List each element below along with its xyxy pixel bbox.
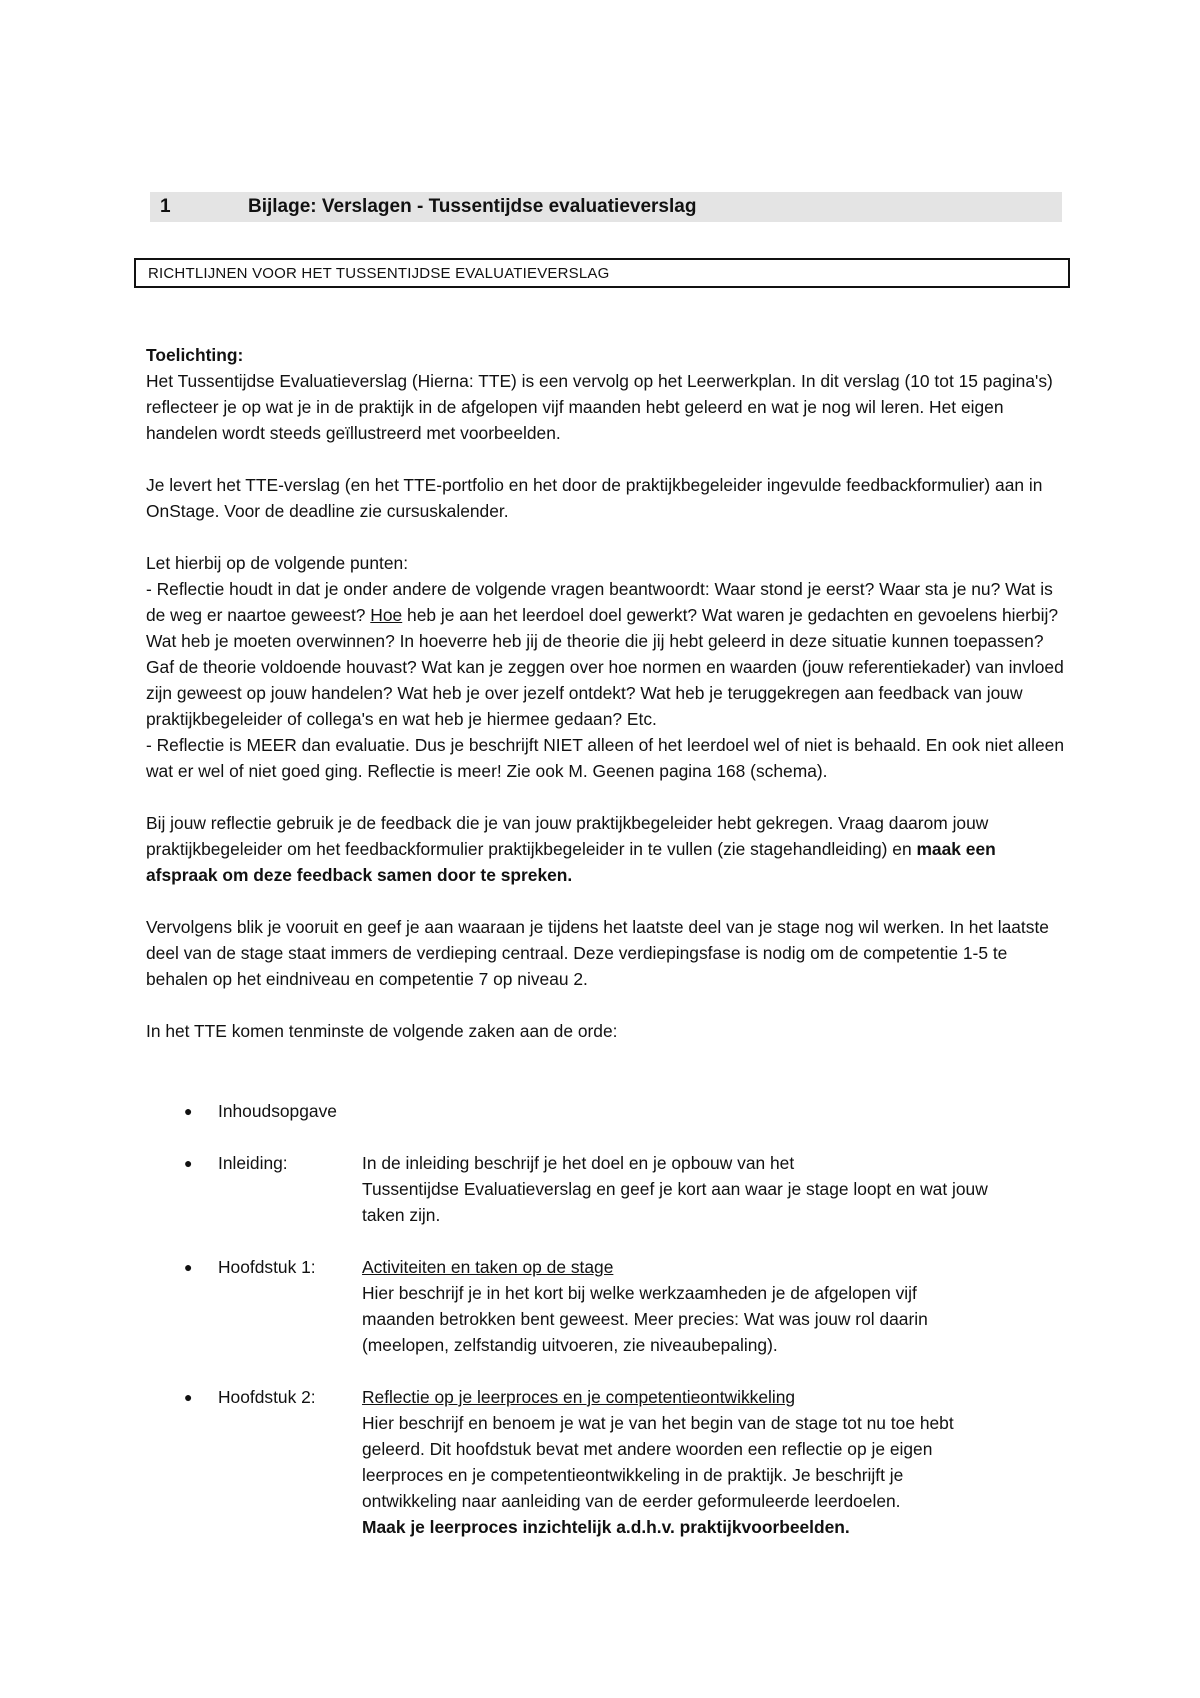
content-line: maanden betrokken bent geweest. Meer precies: Wat was jouw rol daarin — [362, 1309, 928, 1329]
feedback-bold: maak een afspraak om deze feedback samen door te spreken. — [146, 839, 996, 885]
bold-content-line: Maak je leerproces inzichtelijk a.d.h.v. praktijkvoorbeelden. — [362, 1517, 850, 1537]
list-item-label: Inleiding: — [218, 1153, 288, 1173]
body-text — [146, 342, 1066, 1044]
list-item-content — [362, 1150, 1082, 1228]
content-line: taken zijn. — [362, 1205, 441, 1225]
paragraph-point-2: - Reflectie is MEER dan evaluatie. Dus je beschrijft NIET alleen of het leerdoel wel of niet is behaald. En ook niet alleen wat er wel of niet goed ging. Reflectie is meer! Zie ook M. Geenen pagina 168 (schema). — [146, 735, 1065, 781]
content-line: Tussentijdse Evaluatieverslag en geef je kort aan waar je stage loopt en wat jouw — [362, 1179, 988, 1199]
content-line: ontwikkeling naar aanleiding van de eerder geformuleerde leerdoelen. — [362, 1491, 901, 1511]
list-item-label: Hoofdstuk 1: — [218, 1257, 316, 1277]
point1-underline: Hoe — [370, 605, 403, 625]
bullet-icon: ● — [184, 1103, 193, 1119]
heading-title: Bijlage: Verslagen - Tussentijdse evaluatieverslag — [248, 196, 697, 217]
paragraph-submission: Je levert het TTE-verslag (en het TTE-portfolio en het door de praktijkbegeleider ingevulde feedbackformulier) aan in OnStage. Voor de deadline zie cursuskalender. — [146, 475, 1043, 521]
list-item-content — [362, 1254, 1082, 1358]
guidelines-box: RICHTLIJNEN VOOR HET TUSSENTIJDSE EVALUATIEVERSLAG — [134, 258, 1070, 288]
content-line: Hier beschrijf je in het kort bij welke werkzaamheden je de afgelopen vijf — [362, 1283, 917, 1303]
content-line: Hier beschrijf en benoem je wat je van het begin van de stage tot nu toe hebt — [362, 1413, 954, 1433]
point1-text-a: - Reflectie houdt in dat je onder andere de volgende vragen beantwoordt: Waar stond je eerst? Waar sta je nu? Wat is de weg er naartoe geweest? — [146, 579, 1053, 625]
chapter-title: Reflectie op je leerproces en je competentieontwikkeling — [362, 1387, 796, 1407]
point1-text-b: heb je aan het leerdoel doel gewerkt? Wat waren je gedachten en gevoelens hierbij? Wat heb je moeten overwinnen? In hoeverre heb jij de theorie die jij hebt geleerd in deze situatie kunnen toepassen? Gaf de theorie voldoende houvast? Wat kan je zeggen over hoe normen en waarden (jouw referentiekader) van invloed zijn geweest op jouw handelen? Wat heb je over jezelf ontdekt? Wat heb je teruggekregen aan feedback van jouw praktijkbegeleider of collega's en wat heb je hiermee gedaan? Etc. — [146, 605, 1064, 729]
feedback-text: Bij jouw reflectie gebruik je de feedback die je van jouw praktijkbegeleider hebt gekregen. Vraag daarom jouw praktijkbegeleider om het feedbackformulier praktijkbegeleider in te vullen (zie stagehandleiding) en — [146, 813, 989, 859]
list-item-label: Inhoudsopgave — [218, 1101, 337, 1121]
paragraph-list-intro: In het TTE komen tenminste de volgende zaken aan de orde: — [146, 1021, 618, 1041]
chapter-title: Activiteiten en taken op de stage — [362, 1257, 614, 1277]
paragraph-point-1 — [146, 576, 1066, 732]
content-line: In de inleiding beschrijf je het doel en je opbouw van het — [362, 1153, 795, 1173]
bullet-icon: ● — [184, 1389, 193, 1405]
list-item-label: Hoofdstuk 2: — [218, 1387, 316, 1407]
content-line: leerproces en je competentieontwikkeling in de praktijk. Je beschrijft je — [362, 1465, 904, 1485]
content-line: (meelopen, zelfstandig uitvoeren, zie niveaubepaling). — [362, 1335, 778, 1355]
list-item-content — [362, 1384, 1082, 1540]
section-heading — [150, 192, 1062, 222]
paragraph-outlook: Vervolgens blik je vooruit en geef je aan waaraan je tijdens het laatste deel van je stage nog wil werken. In het laatste deel van de stage staat immers de verdieping centraal. Deze verdiepingsfase is nodig om de competentie 1-5 te behalen op het eindniveau en competentie 7 op niveau 2. — [146, 917, 1049, 989]
toelichting-label: Toelichting: — [146, 345, 244, 365]
bullet-icon: ● — [184, 1155, 193, 1171]
content-line: geleerd. Dit hoofdstuk bevat met andere woorden een reflectie op je eigen — [362, 1439, 933, 1459]
paragraph-feedback — [146, 810, 1066, 888]
paragraph-intro: Het Tussentijdse Evaluatieverslag (Hierna: TTE) is een vervolg op het Leerwerkplan. In dit verslag (10 tot 15 pagina's) reflecteer je op wat je in de praktijk in de afgelopen vijf maanden hebt geleerd en wat je nog wil leren. Het eigen handelen wordt steeds geïllustreerd met voorbeelden. — [146, 371, 1053, 443]
paragraph-points-intro: Let hierbij op de volgende punten: — [146, 553, 409, 573]
heading-number: 1 — [160, 196, 171, 217]
bullet-icon: ● — [184, 1259, 193, 1275]
